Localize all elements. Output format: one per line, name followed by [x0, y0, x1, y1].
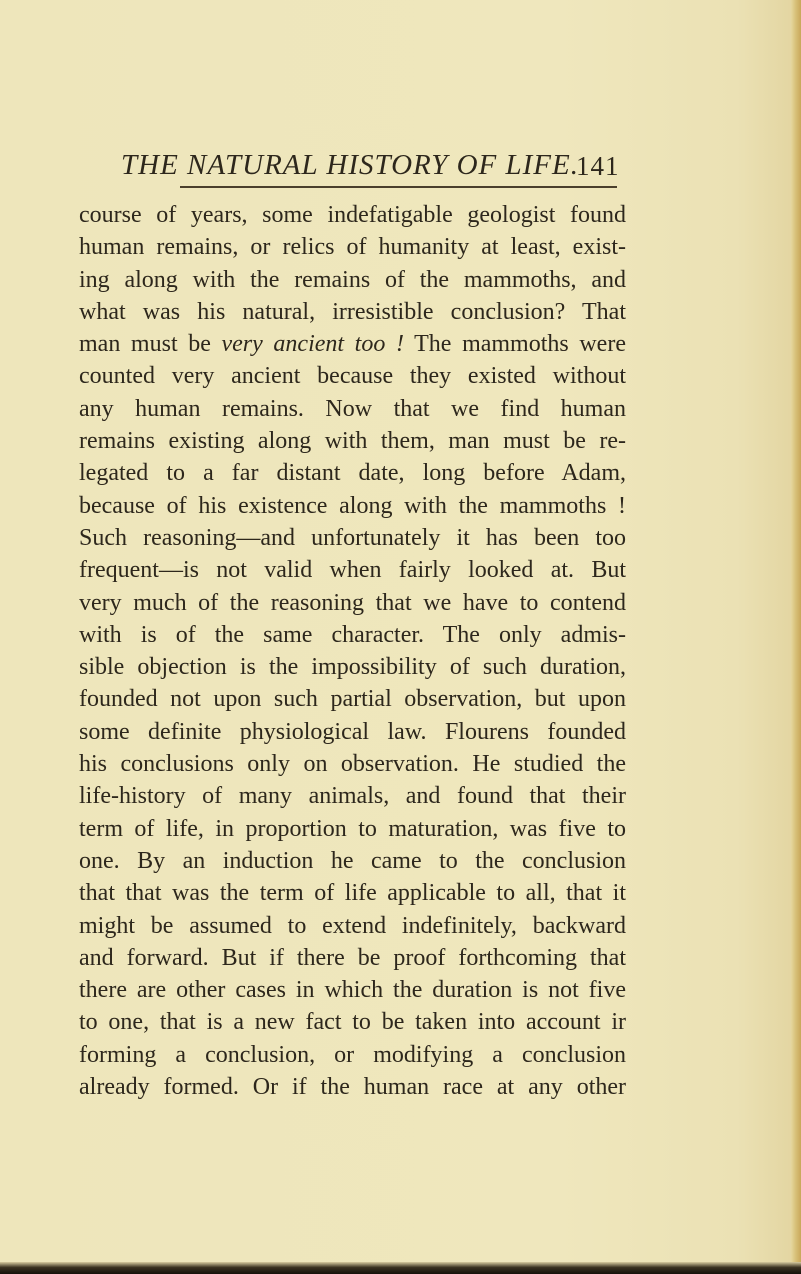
bottom-edge-shadow [0, 1262, 801, 1274]
text-line: already formed. Or if the human race at any other [79, 1074, 626, 1101]
text-line: what was his natural, irresistible conclusion? That [79, 298, 626, 325]
text-line: because of his existence along with the mammoths ! [79, 492, 626, 519]
emphasized-phrase: very ancient too ! [221, 331, 404, 358]
text-line-with-emphasis [79, 328, 626, 360]
text-line: term of life, in proportion to maturation, was five to [79, 815, 626, 842]
text-line: some definite physiological law. Flourens founded [79, 718, 626, 745]
text-line: there are other cases in which the duration is not five [79, 977, 626, 1004]
text-line: course of years, some indefatigable geologist found [79, 202, 626, 228]
text-line: sible objection is the impossibility of such duration, [79, 654, 626, 681]
page-number: 141 [576, 151, 620, 181]
text-line: that that was the term of life applicable to all, that it [79, 880, 626, 907]
text-line: founded not upon such partial observation, but upon [79, 686, 626, 713]
text-line: one. By an induction he came to the conclusion [79, 847, 626, 874]
text-line: life-history of many animals, and found that their [79, 783, 626, 810]
text-line: ing along with the remains of the mammoths, and [79, 266, 626, 293]
text-line: remains existing along with them, man must be re- [79, 428, 626, 455]
text-line: and forward. But if there be proof forthcoming that [79, 944, 626, 971]
text-line: Such reasoning—and unfortunately it has been too [79, 524, 626, 551]
text-line-part: man must be [79, 331, 222, 358]
page-header [110, 145, 630, 187]
text-line-part: The mammoths were [414, 331, 626, 358]
text-line: counted very ancient because they existed without [79, 363, 626, 390]
running-head: THE NATURAL HISTORY OF LIFE. [121, 149, 579, 181]
text-line: to one, that is a new fact to be taken into account ir [79, 1009, 626, 1036]
page-edge-shadow [791, 0, 801, 1274]
text-line: his conclusions only on observation. He studied the [79, 751, 626, 778]
header-rule [180, 186, 617, 188]
text-line: might be assumed to extend indefinitely, backward [79, 912, 626, 939]
body-text [79, 199, 626, 1103]
text-line: frequent—is not valid when fairly looked at. But [79, 557, 626, 584]
text-line: legated to a far distant date, long before Adam, [79, 460, 626, 487]
text-line: any human remains. Now that we find human [79, 395, 626, 422]
text-line: very much of the reasoning that we have to contend [79, 589, 626, 616]
text-line: human remains, or relics of humanity at least, exist- [79, 234, 626, 261]
text-line: forming a conclusion, or modifying a conclusion [79, 1041, 626, 1068]
text-line: with is of the same character. The only admis- [79, 621, 626, 648]
